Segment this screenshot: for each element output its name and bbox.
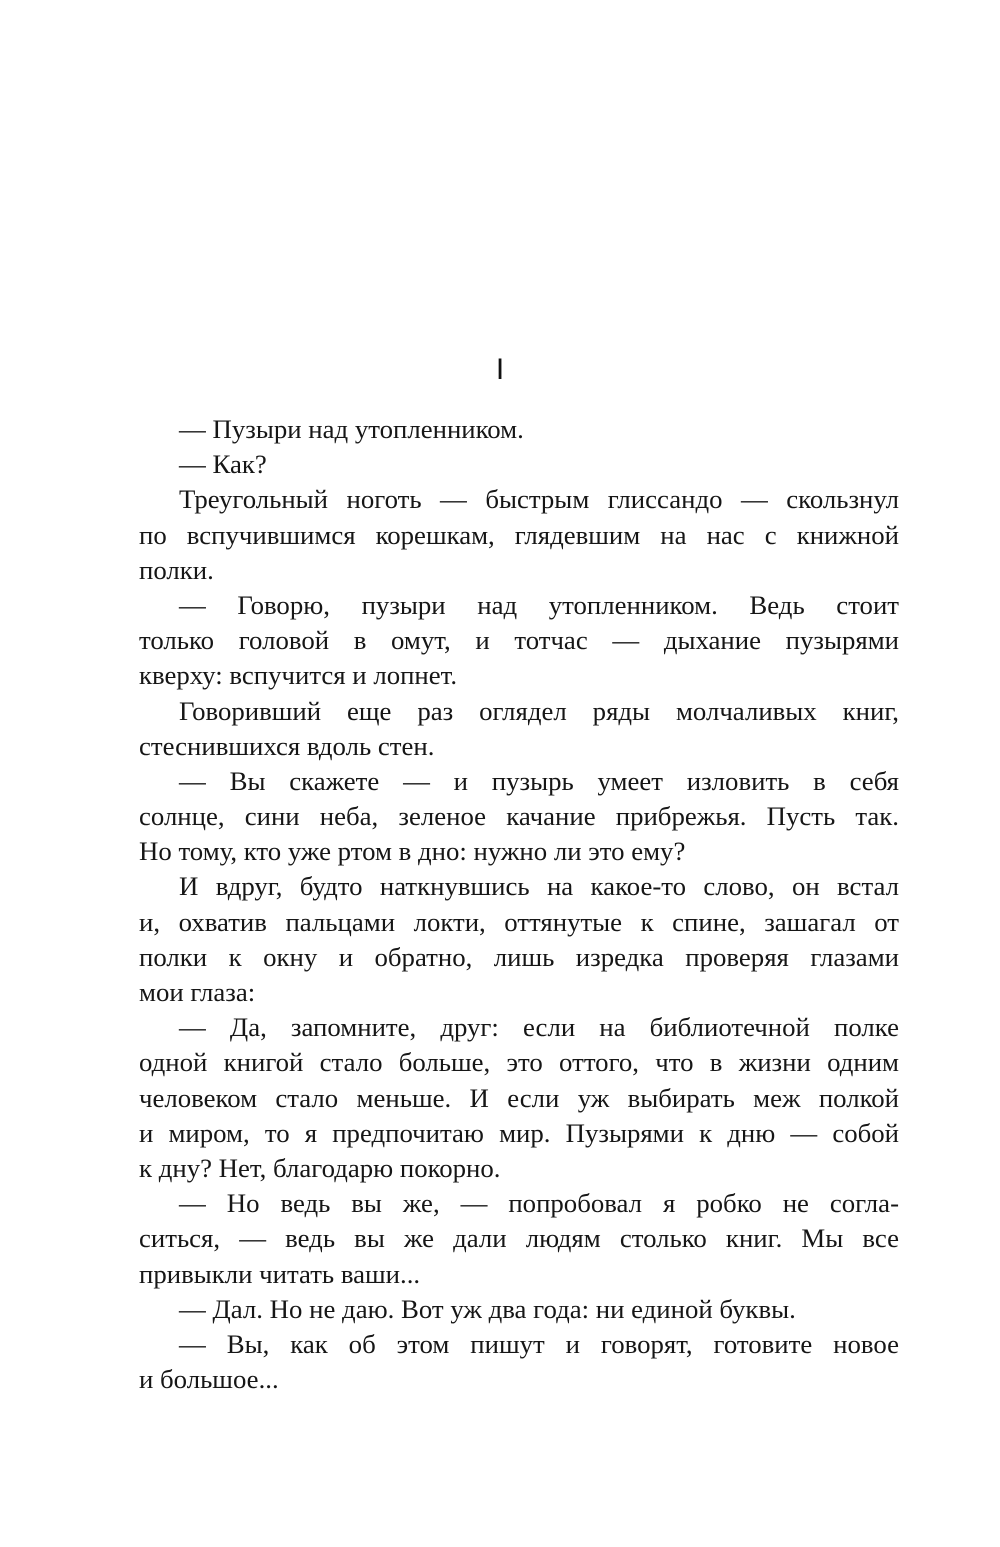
paragraph [139,447,899,482]
paragraph [139,482,899,588]
chapter-number: I [495,353,505,386]
paragraph [139,869,899,1010]
text-line: полки. [139,554,214,585]
text-line: — Но ведь вы же, — попробовал я робко не согла- [179,1188,899,1219]
paragraph [139,764,899,870]
text-line: и, охватив пальцами локти, оттянутые к спине, зашагал от [139,906,899,937]
text-line: Но тому, кто уже ртом в дно: нужно ли это ему? [139,836,686,867]
text-line: привыкли читать ваши... [139,1258,421,1289]
text-line: солнце, сини неба, зеленое качание прибрежья. Пусть так. [139,801,899,832]
text-line: — Говорю, пузыри над утопленником. Ведь стоит [179,589,899,620]
text-line: полки к окну и обратно, лишь изредка проверяя глазами [139,941,899,972]
text-line: — Вы, как об этом пишут и говорят, готовите новое [179,1328,899,1359]
text-line: стеснившихся вдоль стен. [139,730,435,761]
text-line: ситься, — ведь вы же дали людям столько книг. Мы все [139,1223,899,1254]
text-line: Говоривший еще раз оглядел ряды молчаливых книг, [179,695,899,726]
paragraph [139,588,899,694]
text-line: одной книгой стало больше, это оттого, что в жизни одним [139,1047,899,1078]
text-line: по вспучившимся корешкам, глядевшим на нас с книжной [139,519,899,550]
text-line: к дну? Нет, благодарю покорно. [139,1152,501,1183]
text-line: — Дал. Но не даю. Вот уж два года: ни единой буквы. [179,1293,796,1324]
paragraph [139,694,899,764]
text-line: — Вы скажете — и пузырь умеет изловить в себя [179,765,899,796]
text-line: и миром, то я предпочитаю мир. Пузырями к дню — собой [139,1117,899,1148]
text-line: человеком стало меньше. И если уж выбирать меж полкой [139,1082,899,1113]
paragraph [139,1292,899,1327]
text-line: — Пузыри над утопленником. [179,414,524,444]
text-line: только головой в омут, и тотчас — дыхание пузырями [139,625,899,656]
text-line: и большое... [139,1364,279,1395]
text-line: И вдруг, будто наткнувшись на какое-то слово, он встал [179,871,899,902]
text-line: мои глаза: [139,977,256,1007]
text-line: кверху: вспучится и лопнет. [139,660,458,691]
paragraph [139,1327,899,1397]
text-line: — Да, запомните, друг: если на библиотечной полке [179,1012,899,1043]
text-line: — Как? [179,449,267,480]
paragraph [139,412,899,447]
text-line: Треугольный ноготь — быстрым глиссандо — скользнул [179,484,899,515]
text-block [139,412,899,1397]
paragraph [139,1186,899,1292]
paragraph [139,1010,899,1186]
